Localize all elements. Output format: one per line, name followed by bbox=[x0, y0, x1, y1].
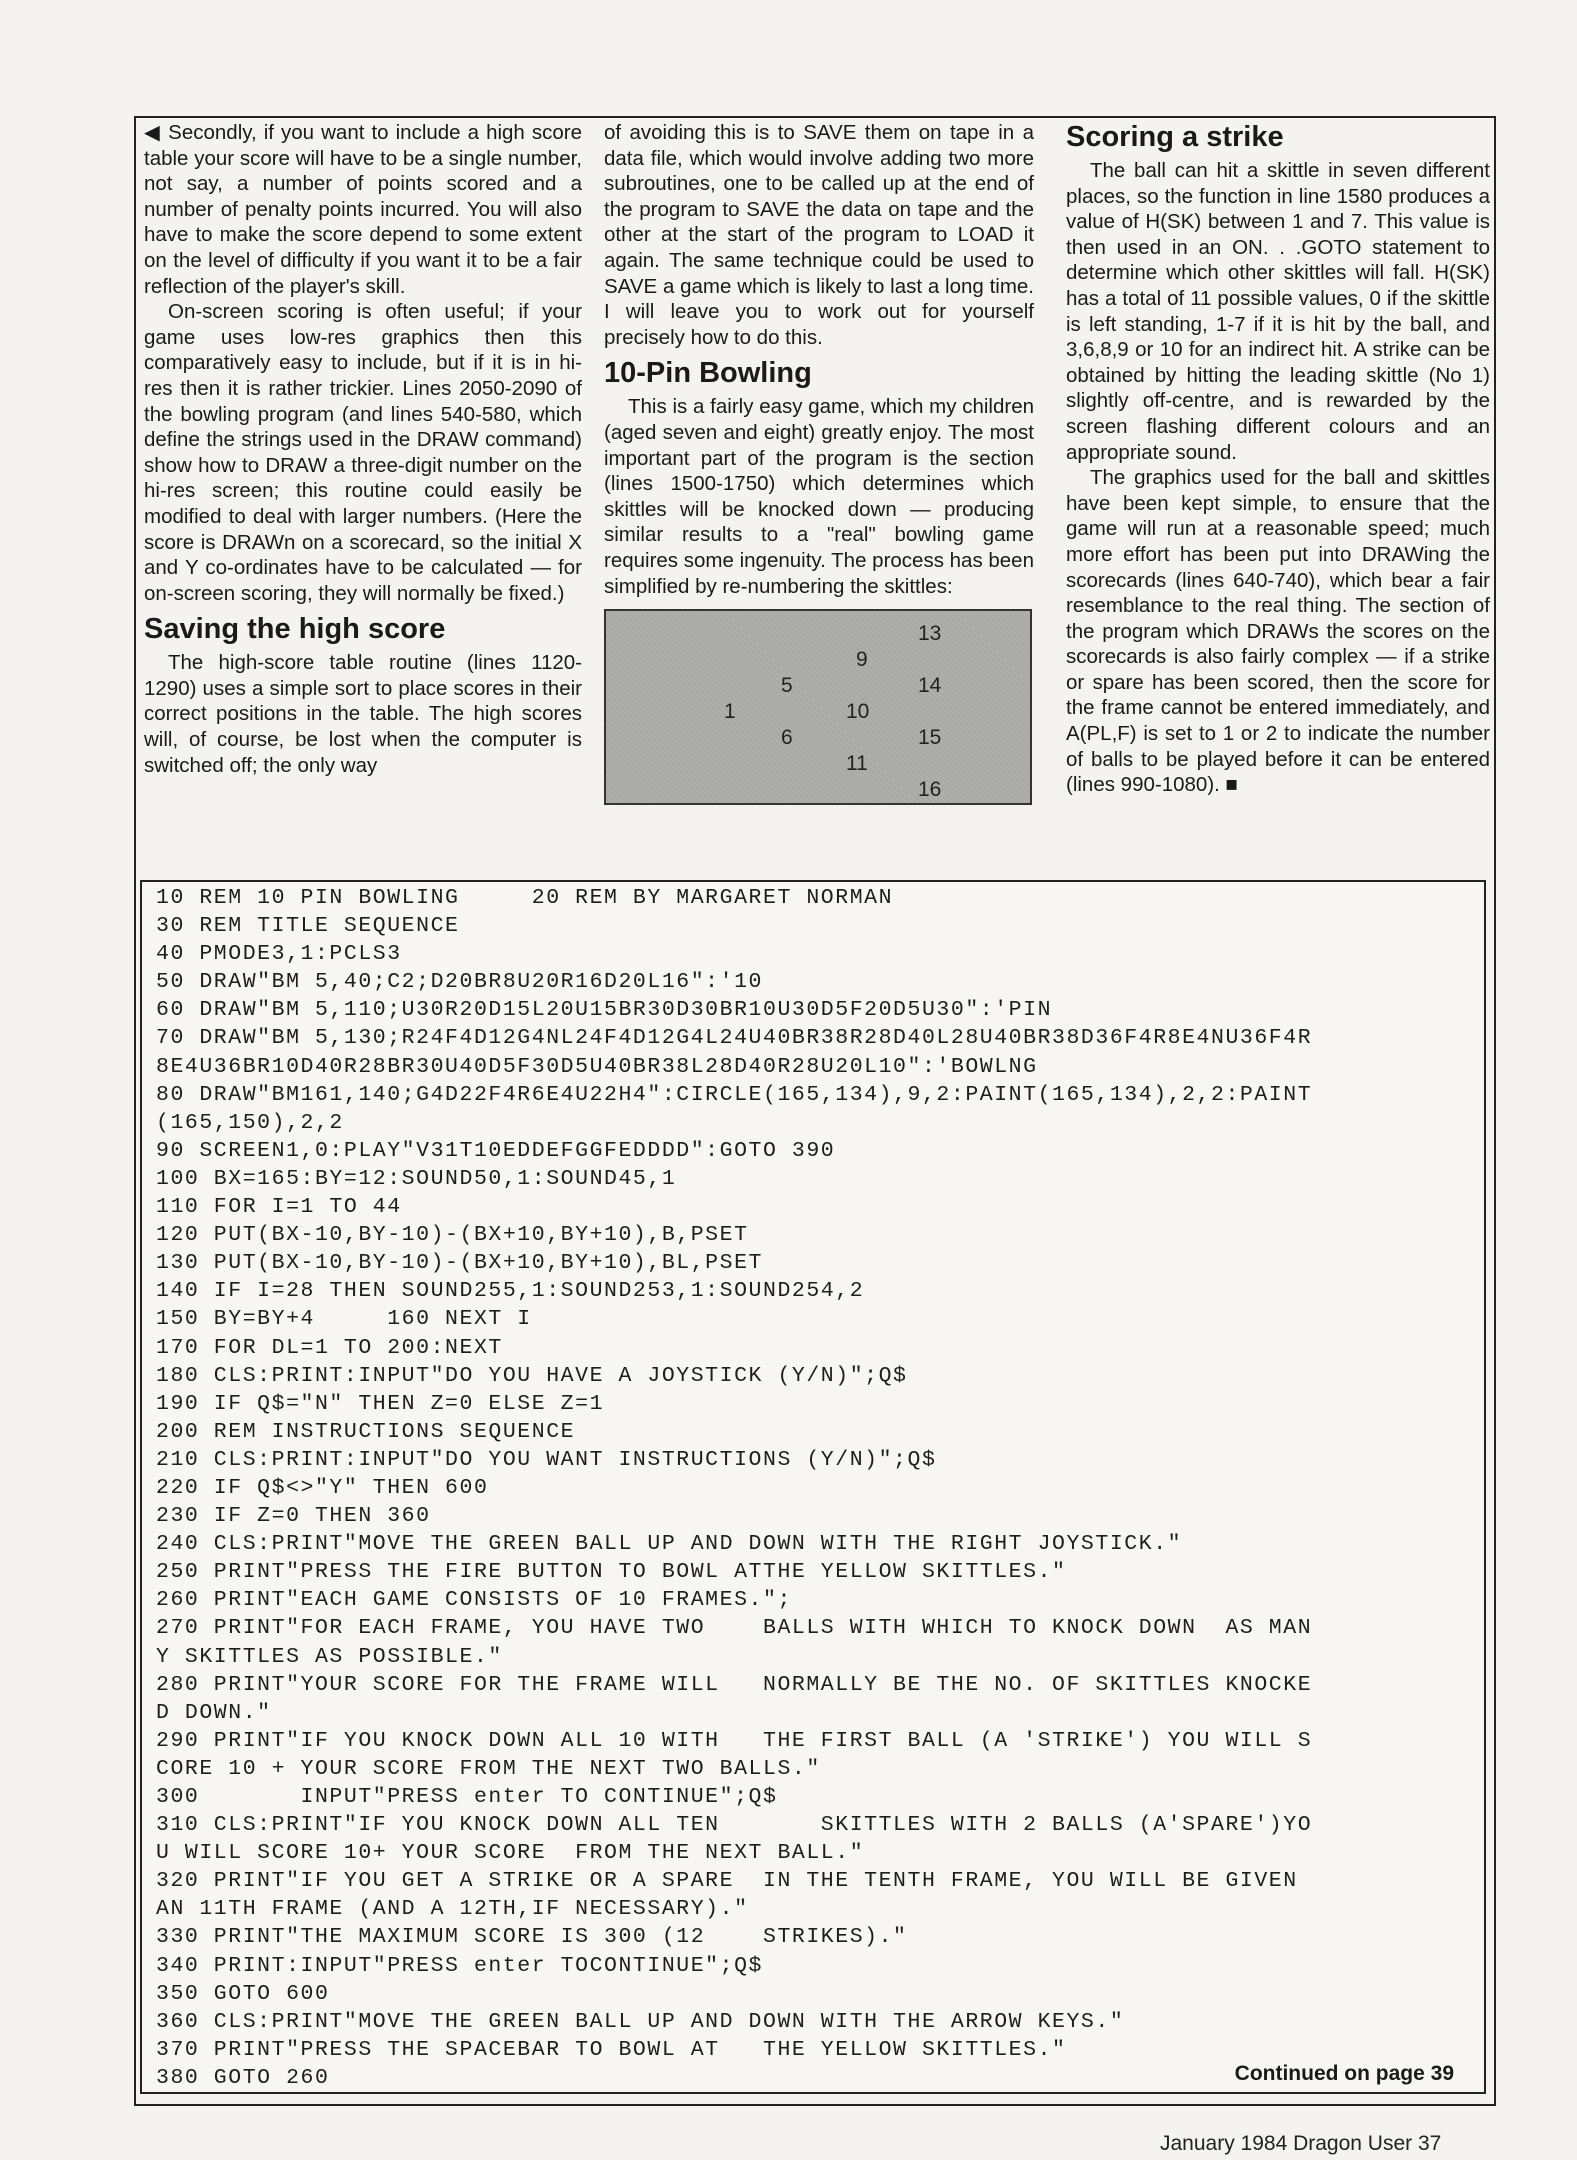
paragraph: This is a fairly easy game, which my children (aged seven and eight) greatly enjoy. The most important part of the program is the section (lines 1500-1750) which determines which skittles will be knocked down — producing similar results to a "real" bowling game requires some ingenuity. The process has been simplified by re-numbering the skittles: bbox=[604, 395, 1034, 598]
code-line: (165,150),2,2 bbox=[156, 1110, 344, 1135]
pin-label: 6 bbox=[781, 726, 793, 750]
code-line: 220 IF Q$<>"Y" THEN 600 bbox=[156, 1475, 489, 1500]
code-line: 360 CLS:PRINT"MOVE THE GREEN BALL UP AND DOWN WITH THE ARROW KEYS." bbox=[156, 2009, 1125, 2034]
pin-label: 13 bbox=[918, 622, 942, 646]
code-line: 200 REM INSTRUCTIONS SEQUENCE bbox=[156, 1419, 576, 1444]
code-line: 100 BX=165:BY=12:SOUND50,1:SOUND45,1 bbox=[156, 1166, 677, 1191]
code-line: 210 CLS:PRINT:INPUT"DO YOU WANT INSTRUCTIONS (Y/N)";Q$ bbox=[156, 1447, 937, 1472]
pin-label: 10 bbox=[846, 700, 870, 724]
code-line: 320 PRINT"IF YOU GET A STRIKE OR A SPARE IN THE TENTH FRAME, YOU WILL BE GIVEN bbox=[156, 1869, 1298, 1894]
code-line: 120 PUT(BX-10,BY-10)-(BX+10,BY+10),B,PSET bbox=[156, 1223, 749, 1248]
continued-note: Continued on page 39 bbox=[1234, 2062, 1454, 2085]
section-heading-10-pin-bowling: 10-Pin Bowling bbox=[604, 357, 812, 390]
paragraph: The graphics used for the ball and skittles have been kept simple, to ensure that the game will run at a reasonable speed; much more effort has been put into DRAWing the scorecards (lines 640-740), which bear a fair resemblance to the real thing. The section of the program which DRAWs the scores on the scorecards is also fairly complex — if a strike or spare has been scored, then the score for the frame cannot be entered immediately, and A(PL,F) is set to 1 or 2 to indicate the number of balls to be played before it can be entered (lines 990-1080). ■ bbox=[1066, 466, 1490, 797]
code-line: 260 PRINT"EACH GAME CONSISTS OF 10 FRAMES."; bbox=[156, 1588, 792, 1613]
code-line: 50 DRAW"BM 5,40;C2;D20BR8U20R16D20L16":'10 bbox=[156, 970, 763, 995]
section-heading-saving-high-score: Saving the high score bbox=[144, 613, 446, 646]
code-line: 90 SCREEN1,0:PLAY"V31T10EDDEFGGFEDDDD":GOTO 390 bbox=[156, 1138, 836, 1163]
code-line: 380 GOTO 260 bbox=[156, 2065, 330, 2090]
skittle-numbering-diagram bbox=[604, 609, 1032, 805]
code-line: 230 IF Z=0 THEN 360 bbox=[156, 1504, 431, 1529]
column-2 bbox=[604, 120, 1034, 805]
pin-label: 1 bbox=[724, 700, 736, 724]
code-line: 170 FOR DL=1 TO 200:NEXT bbox=[156, 1335, 503, 1360]
code-line: 350 GOTO 600 bbox=[156, 1981, 330, 2006]
code-line: 250 PRINT"PRESS THE FIRE BUTTON TO BOWL ATTHE YELLOW SKITTLES." bbox=[156, 1560, 1067, 1585]
code-line: 8E4U36BR10D40R28BR30U40D5F30D5U40BR38L28D40R28U20L10":'BOWLNG bbox=[156, 1054, 1038, 1079]
paragraph: ◀ Secondly, if you want to include a high score table your score will have to be a single number, not say, a number of points scored and a number of penalty points incurred. You will also have to make the score depend to some extent on the level of difficulty if you want it to be a fair reflection of the player's skill. bbox=[144, 121, 582, 298]
code-line: 80 DRAW"BM161,140;G4D22F4R6E4U22H4":CIRCLE(165,134),9,2:PAINT(165,134),2,2:PAINT bbox=[156, 1082, 1313, 1107]
code-line: U WILL SCORE 10+ YOUR SCORE FROM THE NEXT BALL." bbox=[156, 1841, 865, 1866]
code-line: 370 PRINT"PRESS THE SPACEBAR TO BOWL AT THE YELLOW SKITTLES." bbox=[156, 2037, 1067, 2062]
pin-label: 14 bbox=[918, 674, 942, 698]
listing-text bbox=[146, 884, 1312, 2092]
page-footer: January 1984 Dragon User 37 bbox=[1160, 2132, 1442, 2155]
code-line: D DOWN." bbox=[156, 1700, 272, 1725]
code-line: 40 PMODE3,1:PCLS3 bbox=[156, 942, 402, 967]
code-line: 190 IF Q$="N" THEN Z=0 ELSE Z=1 bbox=[156, 1391, 605, 1416]
code-line: CORE 10 + YOUR SCORE FROM THE NEXT TWO BALLS." bbox=[156, 1756, 821, 1781]
code-line: 150 BY=BY+4 160 NEXT I bbox=[156, 1307, 532, 1332]
code-line: 70 DRAW"BM 5,130;R24F4D12G4NL24F4D12G4L24U40BR38R28D40L28U40BR38D36F4R8E4NU36F4R bbox=[156, 1026, 1313, 1051]
code-line: 340 PRINT:INPUT"PRESS enter TOCONTINUE";Q$ bbox=[156, 1953, 763, 1978]
pin-label: 5 bbox=[781, 674, 793, 698]
section-heading-scoring-strike: Scoring a strike bbox=[1066, 121, 1284, 153]
code-line: 140 IF I=28 THEN SOUND255,1:SOUND253,1:SOUND254,2 bbox=[156, 1279, 865, 1304]
code-line: Y SKITTLES AS POSSIBLE." bbox=[156, 1644, 503, 1669]
column-1 bbox=[144, 120, 582, 778]
code-line: 130 PUT(BX-10,BY-10)-(BX+10,BY+10),BL,PSET bbox=[156, 1251, 763, 1276]
paragraph: On-screen scoring is often useful; if your game uses low-res graphics then this comparatively easy to include, but if it is in hi-res then it is rather trickier. Lines 2050-2090 of the bowling program (and lines 540-580, which define the strings used in the DRAW command) show how to DRAW a three-digit number on the hi-res screen; this routine could easily be modified to deal with larger numbers. (Here the score is DRAWn on a scorecard, so the initial X and Y co-ordinates have to be calculated — for on-screen scoring, they will normally be fixed.) bbox=[144, 300, 582, 605]
code-line: 240 CLS:PRINT"MOVE THE GREEN BALL UP AND DOWN WITH THE RIGHT JOYSTICK." bbox=[156, 1532, 1183, 1557]
pin-label: 9 bbox=[856, 648, 868, 672]
paragraph: The high-score table routine (lines 1120-1290) uses a simple sort to place scores in their correct positions in the table. The high scores will, of course, be lost when the computer is switched off; the only way bbox=[144, 651, 582, 777]
pin-label: 16 bbox=[918, 778, 942, 802]
column-3 bbox=[1066, 120, 1490, 798]
code-line: 280 PRINT"YOUR SCORE FOR THE FRAME WILL NORMALLY BE THE NO. OF SKITTLES KNOCKE bbox=[156, 1672, 1313, 1697]
code-line: 300 INPUT"PRESS enter TO CONTINUE";Q$ bbox=[156, 1785, 778, 1809]
code-line: 60 DRAW"BM 5,110;U30R20D15L20U15BR30D30BR10U30D5F20D5U30":'PIN bbox=[156, 998, 1053, 1023]
pin-label: 15 bbox=[918, 726, 942, 750]
program-listing bbox=[140, 880, 1486, 2094]
paragraph: of avoiding this is to SAVE them on tape in a data file, which would involve adding two more subroutines, one to be called up at the end of the program to SAVE the data on tape and the other at the start of the program to LOAD it again. The same technique could be used to SAVE a game which is likely to last a long time. I will leave you to work out for yourself precisely how to do this. bbox=[604, 121, 1034, 349]
code-line: AN 11TH FRAME (AND A 12TH,IF NECESSARY)." bbox=[156, 1897, 749, 1922]
code-line: 110 FOR I=1 TO 44 bbox=[156, 1195, 402, 1220]
code-line: 10 REM 10 PIN BOWLING 20 REM BY MARGARET NORMAN bbox=[156, 886, 894, 910]
paragraph: The ball can hit a skittle in seven different places, so the function in line 1580 produces a value of H(SK) between 1 and 7. This value is then used in an ON. . .GOTO statement to determine which other skittles will fall. H(SK) has a total of 11 possible values, 0 if the skittle is left standing, 1-7 if it is hit by the ball, and 3,6,8,9 or 10 for an indirect hit. A strike can be obtained by hitting the leading skittle (No 1) slightly off-centre, and is rewarded by the screen flashing different colours and an appropriate sound. bbox=[1066, 159, 1490, 464]
pin-label: 11 bbox=[846, 752, 868, 776]
code-line: 330 PRINT"THE MAXIMUM SCORE IS 300 (12 STRIKES)." bbox=[156, 1925, 908, 1950]
code-line: 180 CLS:PRINT:INPUT"DO YOU HAVE A JOYSTICK (Y/N)";Q$ bbox=[156, 1363, 908, 1388]
code-line: 270 PRINT"FOR EACH FRAME, YOU HAVE TWO BALLS WITH WHICH TO KNOCK DOWN AS MAN bbox=[156, 1616, 1313, 1641]
code-line: 290 PRINT"IF YOU KNOCK DOWN ALL 10 WITH THE FIRST BALL (A 'STRIKE') YOU WILL S bbox=[156, 1728, 1313, 1753]
code-line: 310 CLS:PRINT"IF YOU KNOCK DOWN ALL TEN SKITTLES WITH 2 BALLS (A'SPARE')YO bbox=[156, 1813, 1313, 1838]
code-line: 30 REM TITLE SEQUENCE bbox=[156, 914, 460, 939]
